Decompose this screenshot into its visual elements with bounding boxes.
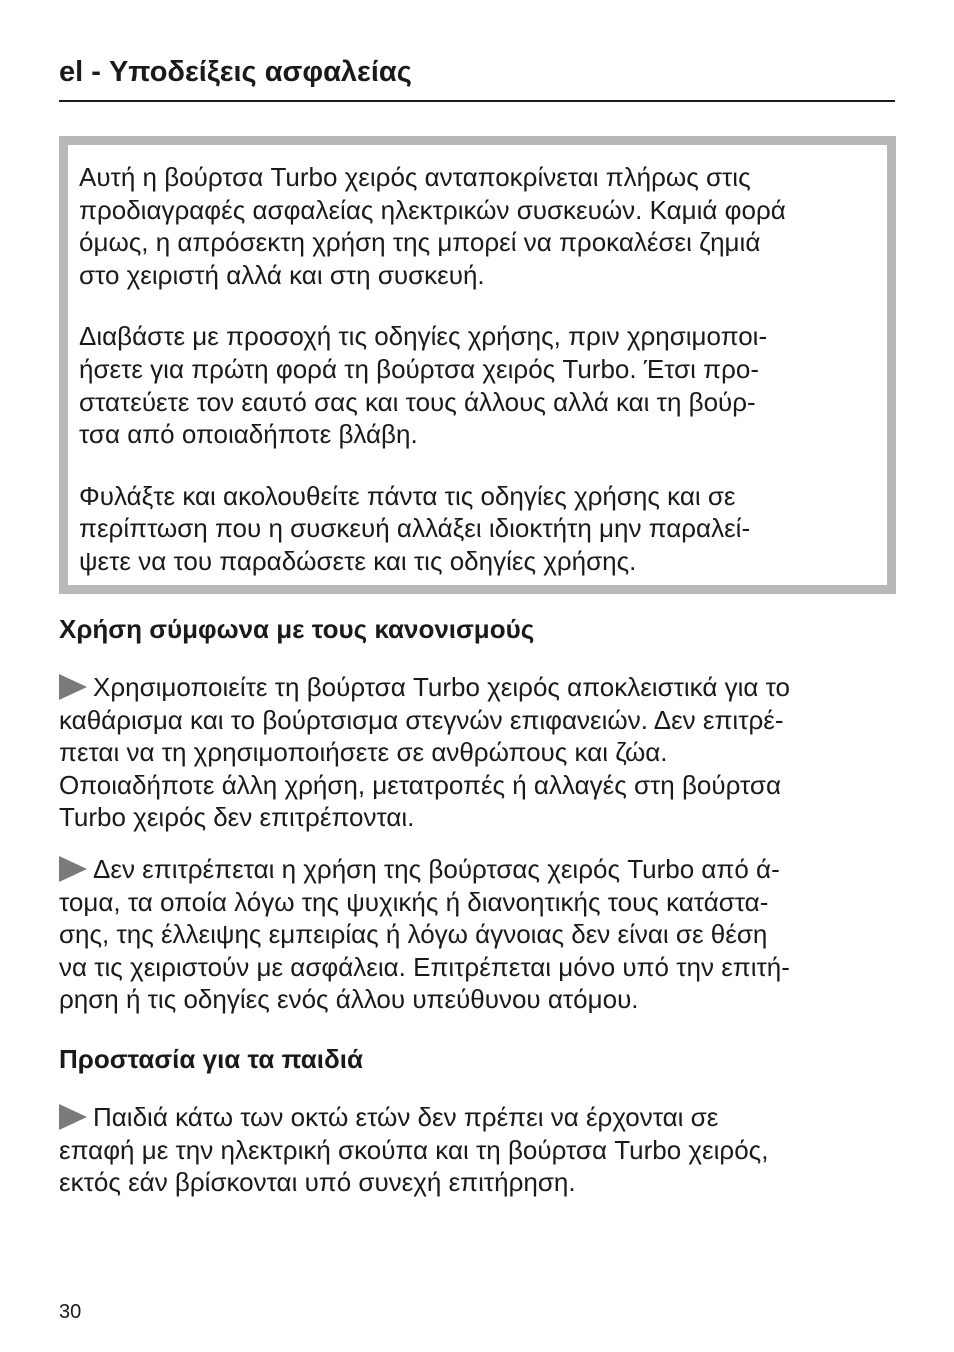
section-heading-child-protection: Προστασία για τα παιδιά [59,1044,363,1074]
text-line: περίπτωση που η συσκευή αλλάξει ιδιοκτήτη μην παραλεί- [79,513,751,544]
text-line: στο χειριστή αλλά και στη συσκευή. [79,259,485,290]
text-line: τομα, τα οποία λόγω της ψυχικής ή διανοητικής τους κατάστα- [59,886,769,917]
bullet-paragraph [59,853,790,1016]
text-line: επαφή με την ηλεκτρική σκούπα και τη βούρτσα Turbo χειρός, [59,1134,769,1165]
triangle-right-icon [59,674,87,700]
text-line: Φυλάξτε και ακολουθείτε πάντα τις οδηγίες χρήσης και σε [79,480,736,511]
text-line: όμως, η απρόσεκτη χρήση της μπορεί να προκαλέσει ζημιά [79,227,761,258]
text-line: εκτός εάν βρίσκονται υπό συνεχή επιτήρηση. [59,1167,576,1198]
safety-notice-box [59,136,896,594]
page-number: 30 [59,1301,82,1323]
text-line: πεται να τη χρησιμοποιήσετε σε ανθρώπους και ζώα. [59,737,668,768]
text-line: προδιαγραφές ασφαλείας ηλεκτρικών συσκευών. Καμιά φορά [79,194,786,225]
triangle-right-icon [59,1104,87,1130]
text-line: Παιδιά κάτω των οκτώ ετών δεν πρέπει να έρχονται σε [93,1102,719,1132]
section-heading-intended-use: Χρήση σύμφωνα με τους κανονισμούς [59,614,535,644]
page-header [59,50,895,102]
text-line: Αυτή η βούρτσα Turbo χειρός ανταποκρίνεται πλήρως στις [79,162,751,192]
text-line: Διαβάστε με προσοχή τις οδηγίες χρήσης, πριν χρησιμοποι- [79,321,768,352]
text-line: ρηση ή τις οδηγίες ενός άλλου υπεύθυνου ατόμου. [59,984,639,1015]
text-line: στατεύετε τον εαυτό σας και τους άλλους αλλά και τη βούρ- [79,386,756,417]
text-line: Δεν επιτρέπεται η χρήση της βούρτσας χειρός Turbo από ά- [93,854,780,884]
page-title: el - Υποδείξεις ασφαλείας [59,56,412,88]
notice-paragraph [79,480,887,578]
text-line: Χρησιμοποιείτε τη βούρτσα Turbo χειρός αποκλειστικά για το [93,672,791,702]
text-line: σης, της έλλειψης εμπειρίας ή λόγω άγνοιας δεν είναι σε θέση [59,919,768,950]
notice-paragraph [79,161,887,291]
notice-paragraph [79,320,887,450]
text-line: τσα από οποιαδήποτε βλάβη. [79,419,418,450]
text-line: καθάρισμα και το βούρτσισμα στεγνών επιφανειών. Δεν επιτρέ- [59,704,784,735]
text-line: Οποιαδήποτε άλλη χρήση, μετατροπές ή αλλαγές στη βούρτσα [59,769,781,800]
bullet-paragraph [59,671,790,834]
text-line: ψετε να του παραδώσετε και τις οδηγίες χρήσης. [79,545,637,576]
text-line: Turbo χειρός δεν επιτρέπονται. [59,802,415,833]
bullet-paragraph [59,1101,768,1199]
text-line: ήσετε για πρώτη φορά τη βούρτσα χειρός Turbo. Έτσι προ- [79,353,760,384]
text-line: να τις χειριστούν με ασφάλεια. Επιτρέπεται μόνο υπό την επιτή- [59,951,790,982]
triangle-right-icon [59,856,87,882]
